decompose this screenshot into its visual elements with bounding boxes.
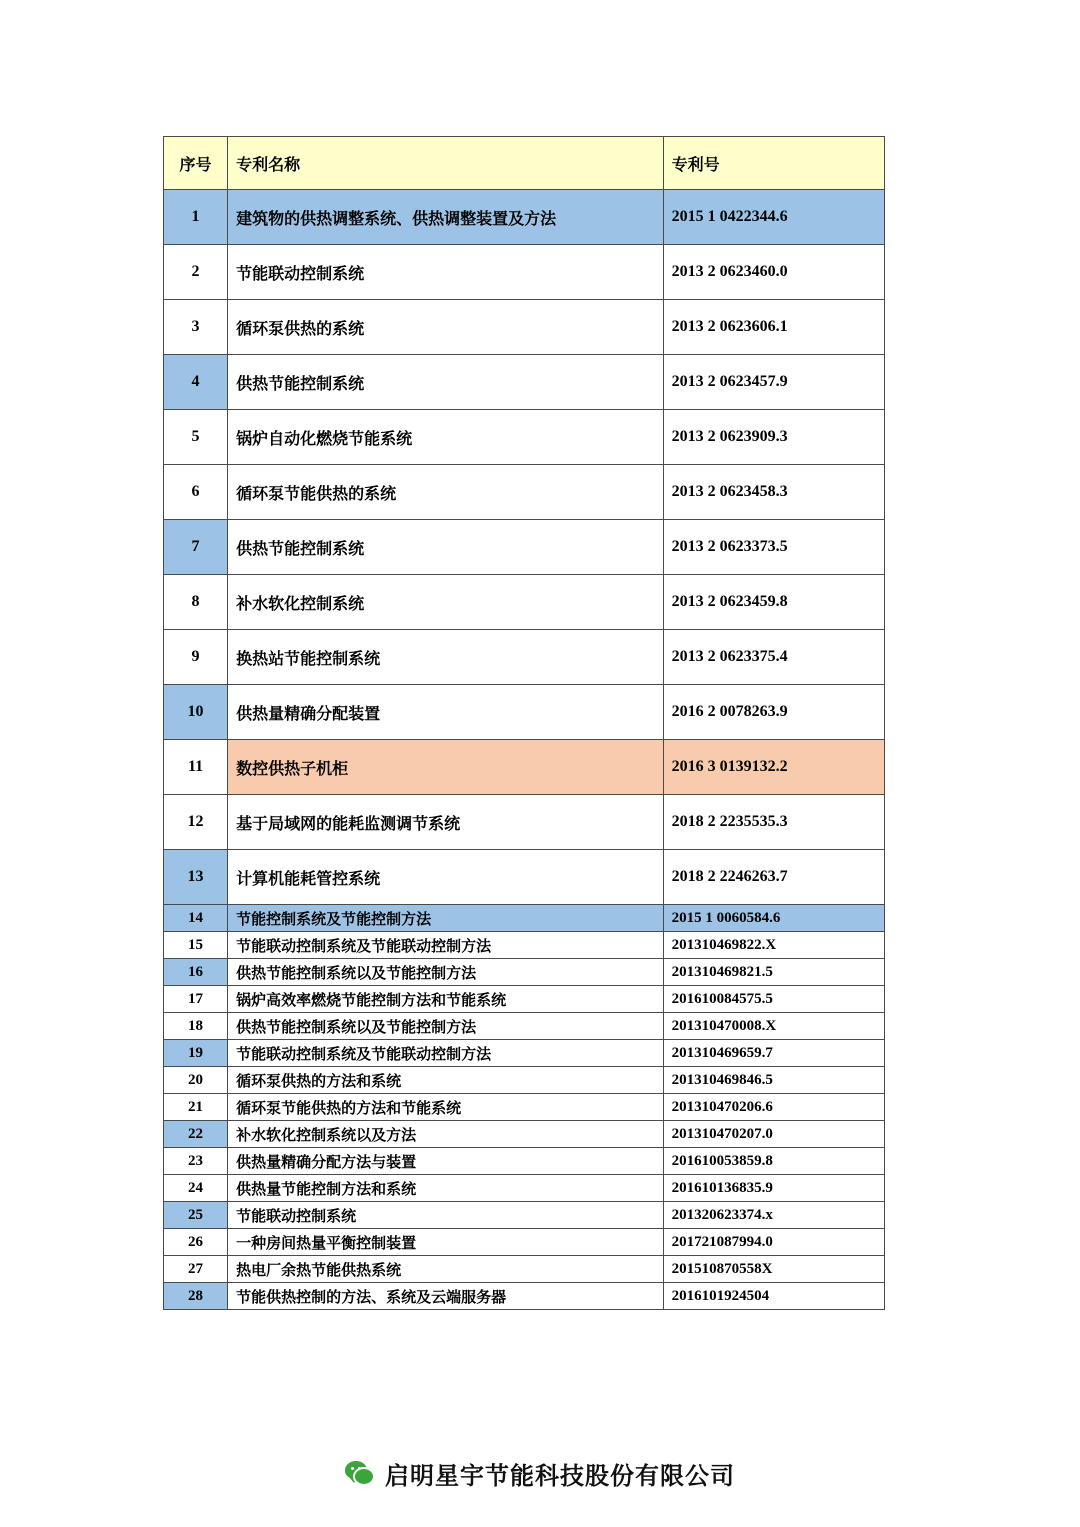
cell-patent-number: 2013 2 0623373.5 xyxy=(663,520,884,575)
cell-patent-name: 循环泵节能供热的系统 xyxy=(228,465,664,520)
table-row xyxy=(164,190,885,245)
cell-patent-name: 循环泵供热的方法和系统 xyxy=(228,1067,664,1094)
cell-sequence-number: 14 xyxy=(164,905,228,932)
table-row xyxy=(164,850,885,905)
cell-patent-name: 数控供热子机柜 xyxy=(228,740,664,795)
cell-patent-number: 201310469822.X xyxy=(663,932,884,959)
cell-patent-number: 2015 1 0422344.6 xyxy=(663,190,884,245)
cell-patent-number: 2013 2 0623909.3 xyxy=(663,410,884,465)
cell-patent-name: 补水软化控制系统 xyxy=(228,575,664,630)
cell-patent-number: 201310469821.5 xyxy=(663,959,884,986)
cell-patent-number: 2013 2 0623458.3 xyxy=(663,465,884,520)
cell-patent-number: 201310469659.7 xyxy=(663,1040,884,1067)
cell-patent-number: 2013 2 0623457.9 xyxy=(663,355,884,410)
header-cell-number: 专利号 xyxy=(663,137,884,190)
table-row xyxy=(164,630,885,685)
patent-list-table xyxy=(163,136,885,1310)
cell-patent-name: 计算机能耗管控系统 xyxy=(228,850,664,905)
cell-patent-name: 供热节能控制系统以及节能控制方法 xyxy=(228,959,664,986)
cell-sequence-number: 19 xyxy=(164,1040,228,1067)
table-header-row xyxy=(164,137,885,190)
cell-patent-name: 换热站节能控制系统 xyxy=(228,630,664,685)
cell-sequence-number: 4 xyxy=(164,355,228,410)
table-row xyxy=(164,1256,885,1283)
cell-sequence-number: 16 xyxy=(164,959,228,986)
table-row xyxy=(164,520,885,575)
cell-sequence-number: 5 xyxy=(164,410,228,465)
table-row xyxy=(164,1148,885,1175)
table-body xyxy=(164,137,885,1310)
cell-patent-name: 节能联动控制系统 xyxy=(228,1202,664,1229)
table-row xyxy=(164,300,885,355)
cell-patent-name: 节能控制系统及节能控制方法 xyxy=(228,905,664,932)
cell-sequence-number: 24 xyxy=(164,1175,228,1202)
cell-patent-number: 201610084575.5 xyxy=(663,986,884,1013)
cell-patent-number: 201610053859.8 xyxy=(663,1148,884,1175)
table-row xyxy=(164,932,885,959)
cell-patent-number: 201721087994.0 xyxy=(663,1229,884,1256)
header-cell-no: 序号 xyxy=(164,137,228,190)
cell-sequence-number: 21 xyxy=(164,1094,228,1121)
cell-patent-number: 2018 2 2235535.3 xyxy=(663,795,884,850)
cell-patent-number: 201310469846.5 xyxy=(663,1067,884,1094)
table-row xyxy=(164,905,885,932)
cell-patent-name: 一种房间热量平衡控制装置 xyxy=(228,1229,664,1256)
cell-patent-name: 节能供热控制的方法、系统及云端服务器 xyxy=(228,1283,664,1310)
cell-patent-number: 2015 1 0060584.6 xyxy=(663,905,884,932)
cell-patent-name: 锅炉高效率燃烧节能控制方法和节能系统 xyxy=(228,986,664,1013)
cell-sequence-number: 11 xyxy=(164,740,228,795)
wechat-icon xyxy=(345,1461,375,1486)
cell-patent-number: 201310470206.6 xyxy=(663,1094,884,1121)
cell-sequence-number: 7 xyxy=(164,520,228,575)
table-row xyxy=(164,1175,885,1202)
cell-sequence-number: 20 xyxy=(164,1067,228,1094)
table-row xyxy=(164,959,885,986)
cell-sequence-number: 26 xyxy=(164,1229,228,1256)
cell-sequence-number: 6 xyxy=(164,465,228,520)
cell-patent-number: 2013 2 0623375.4 xyxy=(663,630,884,685)
cell-sequence-number: 8 xyxy=(164,575,228,630)
cell-patent-number: 201310470008.X xyxy=(663,1013,884,1040)
footer-company-name: 启明星宇节能科技股份有限公司 xyxy=(385,1464,735,1490)
cell-sequence-number: 1 xyxy=(164,190,228,245)
cell-patent-name: 锅炉自动化燃烧节能系统 xyxy=(228,410,664,465)
cell-patent-name: 节能联动控制系统及节能联动控制方法 xyxy=(228,932,664,959)
cell-patent-number: 201320623374.x xyxy=(663,1202,884,1229)
cell-sequence-number: 2 xyxy=(164,245,228,300)
table-row xyxy=(164,1040,885,1067)
cell-patent-name: 供热节能控制系统以及节能控制方法 xyxy=(228,1013,664,1040)
cell-patent-name: 节能联动控制系统 xyxy=(228,245,664,300)
table-row xyxy=(164,410,885,465)
cell-sequence-number: 23 xyxy=(164,1148,228,1175)
cell-sequence-number: 13 xyxy=(164,850,228,905)
footer xyxy=(0,1456,1080,1491)
cell-patent-number: 201310470207.0 xyxy=(663,1121,884,1148)
cell-patent-number: 2013 2 0623459.8 xyxy=(663,575,884,630)
table-row xyxy=(164,986,885,1013)
table-row xyxy=(164,685,885,740)
cell-patent-number: 201510870558X xyxy=(663,1256,884,1283)
cell-patent-number: 2016101924504 xyxy=(663,1283,884,1310)
cell-sequence-number: 10 xyxy=(164,685,228,740)
cell-sequence-number: 3 xyxy=(164,300,228,355)
cell-patent-name: 补水软化控制系统以及方法 xyxy=(228,1121,664,1148)
cell-sequence-number: 25 xyxy=(164,1202,228,1229)
cell-patent-number: 2016 2 0078263.9 xyxy=(663,685,884,740)
cell-sequence-number: 18 xyxy=(164,1013,228,1040)
table-row xyxy=(164,1013,885,1040)
table-row xyxy=(164,1067,885,1094)
table-row xyxy=(164,1229,885,1256)
cell-sequence-number: 22 xyxy=(164,1121,228,1148)
cell-patent-number: 2016 3 0139132.2 xyxy=(663,740,884,795)
header-cell-name: 专利名称 xyxy=(228,137,664,190)
cell-sequence-number: 15 xyxy=(164,932,228,959)
cell-patent-name: 基于局域网的能耗监测调节系统 xyxy=(228,795,664,850)
cell-patent-number: 201610136835.9 xyxy=(663,1175,884,1202)
cell-patent-name: 供热节能控制系统 xyxy=(228,520,664,575)
cell-sequence-number: 28 xyxy=(164,1283,228,1310)
cell-patent-number: 2013 2 0623606.1 xyxy=(663,300,884,355)
cell-patent-name: 热电厂余热节能供热系统 xyxy=(228,1256,664,1283)
cell-sequence-number: 12 xyxy=(164,795,228,850)
cell-patent-number: 2018 2 2246263.7 xyxy=(663,850,884,905)
cell-patent-number: 2013 2 0623460.0 xyxy=(663,245,884,300)
table-row xyxy=(164,1121,885,1148)
table-row xyxy=(164,355,885,410)
cell-patent-name: 供热量精确分配方法与装置 xyxy=(228,1148,664,1175)
cell-patent-name: 节能联动控制系统及节能联动控制方法 xyxy=(228,1040,664,1067)
table-row xyxy=(164,575,885,630)
cell-sequence-number: 9 xyxy=(164,630,228,685)
cell-patent-name: 循环泵供热的系统 xyxy=(228,300,664,355)
table-row xyxy=(164,465,885,520)
cell-patent-name: 建筑物的供热调整系统、供热调整装置及方法 xyxy=(228,190,664,245)
table-row xyxy=(164,740,885,795)
cell-patent-name: 供热量节能控制方法和系统 xyxy=(228,1175,664,1202)
table-row xyxy=(164,245,885,300)
table-row xyxy=(164,1202,885,1229)
cell-patent-name: 循环泵节能供热的方法和节能系统 xyxy=(228,1094,664,1121)
table-row xyxy=(164,795,885,850)
cell-patent-name: 供热量精确分配装置 xyxy=(228,685,664,740)
cell-sequence-number: 17 xyxy=(164,986,228,1013)
table-row xyxy=(164,1283,885,1310)
cell-patent-name: 供热节能控制系统 xyxy=(228,355,664,410)
cell-sequence-number: 27 xyxy=(164,1256,228,1283)
table-row xyxy=(164,1094,885,1121)
